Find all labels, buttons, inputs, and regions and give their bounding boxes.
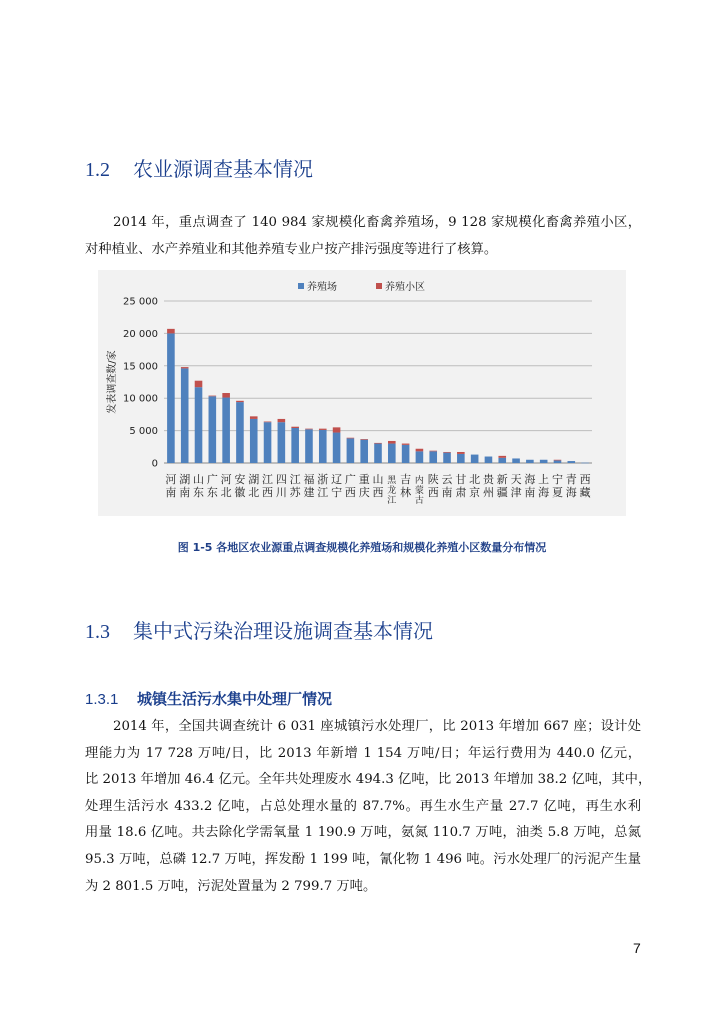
bar-farm	[581, 463, 589, 464]
x-tick-label: 津	[510, 486, 522, 499]
x-tick-label: 南	[179, 486, 191, 499]
x-tick-label: 甘	[455, 473, 467, 486]
bar-zone	[209, 396, 217, 397]
paragraph-line: 用量 18.6 亿吨。共去除化学需氧量 1 190.9 万吨，氨氮 110.7 万吨，油类 5.8 万吨，总氮	[85, 825, 641, 841]
x-tick-label: 宁	[331, 486, 343, 499]
x-tick-label: 龙	[387, 486, 397, 496]
legend-label: 养殖小区	[385, 282, 425, 293]
x-tick-label: 北	[469, 473, 481, 486]
x-tick-label: 藏	[579, 486, 591, 499]
paragraph-line: 理能力为 17 728 万吨/日，比 2013 年新增 1 154 万吨/日；年运行费用为 440.0 亿元，	[85, 745, 641, 761]
x-tick-label: 四	[275, 473, 287, 486]
bar-zone	[416, 449, 424, 452]
bar-zone	[264, 422, 272, 423]
x-tick-label: 江	[317, 486, 329, 499]
bar-zone	[236, 401, 244, 402]
x-tick-label: 内	[414, 476, 424, 486]
bar-zone	[457, 452, 465, 454]
x-tick-label: 西	[344, 486, 356, 499]
x-tick-label: 黑	[387, 476, 397, 486]
x-tick-label: 河	[165, 473, 177, 486]
x-tick-label: 江	[289, 473, 301, 486]
bar-farm	[278, 422, 286, 463]
x-tick-label: 庆	[358, 486, 370, 499]
bar-farm	[167, 333, 175, 463]
section-heading-1-2	[85, 153, 313, 182]
bar-zone	[554, 460, 562, 461]
bar-farm	[236, 402, 244, 463]
x-tick-label: 西	[372, 486, 384, 499]
x-tick-label: 南	[441, 486, 453, 499]
paragraph-agriculture	[85, 210, 641, 263]
y-tick-label: 15 000	[123, 361, 158, 373]
x-tick-label: 广	[344, 473, 356, 486]
legend-swatch	[298, 283, 304, 289]
y-tick-label: 25 000	[123, 296, 158, 308]
x-tick-label: 南	[524, 486, 536, 499]
bar-farm	[250, 419, 258, 463]
x-tick-label: 天	[510, 473, 522, 486]
bar-farm	[209, 396, 217, 463]
bar-farm	[443, 453, 451, 463]
x-tick-label: 北	[248, 486, 260, 499]
bar-farm	[388, 444, 396, 463]
bar-zone	[181, 367, 189, 368]
x-tick-label: 海	[524, 473, 536, 486]
chart-container	[98, 270, 626, 516]
x-tick-label: 川	[275, 486, 287, 499]
x-tick-label: 山	[193, 473, 205, 486]
bar-zone	[374, 443, 382, 444]
x-tick-label: 建	[303, 486, 315, 499]
legend-label: 养殖场	[307, 282, 337, 293]
x-tick-label: 新	[496, 473, 508, 486]
x-tick-label: 夏	[551, 486, 563, 499]
bar-zone	[388, 441, 396, 444]
bar-zone	[222, 393, 230, 398]
bar-zone	[333, 427, 341, 432]
x-tick-label: 北	[220, 486, 232, 499]
x-tick-label: 蒙	[414, 486, 424, 496]
paragraph-line: 对种植业、水产养殖业和其他养殖专业户按产排污强度等进行了核算。	[85, 241, 498, 257]
bar-zone	[195, 381, 203, 387]
bar-farm	[498, 458, 506, 463]
bar-farm	[374, 444, 382, 463]
section-number: 1.2	[85, 159, 110, 181]
x-tick-label: 东	[206, 486, 218, 499]
y-axis-label: 发表调查数/家	[107, 350, 118, 414]
section-heading-1-3	[85, 615, 433, 644]
x-tick-label: 湖	[248, 473, 260, 486]
x-tick-label: 南	[165, 486, 177, 499]
x-tick-label: 云	[441, 473, 453, 486]
bar-farm	[429, 451, 437, 463]
x-tick-label: 江	[387, 496, 397, 506]
x-tick-label: 河	[220, 473, 232, 486]
x-tick-label: 贵	[482, 473, 494, 486]
paragraph-line: 比 2013 年增加 46.4 亿元。全年共处理废水 494.3 亿吨，比 2013 年增加 38.2 亿吨，其中，	[85, 772, 652, 788]
y-tick-label: 0	[151, 458, 158, 470]
bar-zone	[250, 416, 258, 419]
x-tick-label: 西	[262, 486, 274, 499]
legend-swatch	[376, 283, 382, 289]
bar-farm	[567, 461, 575, 463]
y-tick-label: 5 000	[129, 426, 158, 438]
bar-farm	[181, 368, 189, 463]
x-tick-label: 福	[303, 473, 315, 486]
x-tick-label: 徽	[234, 486, 246, 499]
x-tick-label: 海	[565, 486, 577, 499]
x-tick-label: 西	[427, 486, 439, 499]
x-tick-label: 山	[372, 473, 384, 486]
x-tick-label: 苏	[289, 486, 301, 499]
y-tick-label: 20 000	[123, 328, 158, 340]
bar-farm	[554, 460, 562, 463]
x-tick-label: 广	[206, 473, 218, 486]
bar-zone	[429, 451, 437, 452]
x-tick-label: 重	[358, 473, 370, 486]
x-tick-label: 江	[262, 473, 274, 486]
x-tick-label: 青	[565, 473, 577, 486]
bar-farm	[305, 429, 313, 463]
bar-farm	[360, 440, 368, 463]
bar-farm	[416, 451, 424, 463]
subsection-title: 城镇生活污水集中处理厂情况	[137, 690, 333, 708]
bar-zone	[291, 427, 299, 428]
x-tick-label: 东	[193, 486, 205, 499]
bar-farm	[540, 460, 548, 463]
paragraph-line: 2014 年，全国共调查统计 6 031 座城镇污水处理厂，比 2013 年增加 667 座；设计处	[113, 719, 641, 734]
bar-farm	[319, 430, 327, 463]
x-tick-label: 上	[538, 473, 550, 486]
x-tick-label: 湖	[179, 473, 191, 486]
x-tick-label: 陕	[427, 473, 439, 486]
bar-farm	[195, 387, 203, 463]
section-number: 1.3	[85, 621, 110, 643]
bar-farm	[291, 428, 299, 463]
figure-caption: 图 1-5 各地区农业源重点调查规模化养殖场和规模化养殖小区数量分布情况	[177, 541, 547, 554]
bar-farm	[512, 458, 520, 463]
bar-zone	[305, 429, 313, 430]
bar-zone	[278, 419, 286, 422]
x-tick-label: 林	[400, 486, 412, 499]
x-tick-label: 安	[234, 473, 246, 486]
bar-farm	[222, 398, 230, 463]
bar-farm	[457, 454, 465, 463]
x-tick-label: 西	[579, 473, 591, 486]
bar-zone	[167, 329, 175, 334]
x-tick-label: 宁	[551, 473, 563, 486]
x-tick-label: 州	[482, 486, 494, 499]
bar-zone	[347, 438, 355, 439]
y-tick-label: 10 000	[123, 393, 158, 405]
section-title: 集中式污染治理设施调查基本情况	[133, 619, 433, 643]
bar-zone	[319, 429, 327, 430]
bar-farm	[526, 460, 534, 463]
bar-farm	[485, 457, 493, 463]
stacked-bar-chart	[98, 270, 626, 516]
paragraph-wastewater	[85, 714, 652, 900]
bar-farm	[347, 438, 355, 463]
x-tick-label: 肃	[455, 486, 467, 499]
x-tick-label: 疆	[496, 486, 508, 499]
bar-zone	[402, 444, 410, 445]
section-title: 农业源调查基本情况	[133, 157, 313, 181]
x-tick-label: 古	[414, 496, 424, 506]
bar-zone	[443, 452, 451, 453]
x-tick-label: 浙	[317, 473, 329, 486]
bar-farm	[471, 455, 479, 463]
paragraph-line: 处理生活污水 433.2 亿吨，占总处理水量的 87.7%。再生水生产量 27.7 亿吨，再生水利	[85, 798, 641, 814]
bar-farm	[402, 445, 410, 463]
paragraph-line: 95.3 万吨，总磷 12.7 万吨，挥发酚 1 199 吨，氰化物 1 496 吨。污水处理厂的污泥产生量	[85, 851, 641, 867]
x-tick-label: 海	[538, 486, 550, 499]
x-tick-label: 京	[469, 486, 481, 499]
subsection-number: 1.3.1	[85, 691, 119, 708]
bar-zone	[498, 456, 506, 458]
paragraph-line: 为 2 801.5 万吨，污泥处置量为 2 799.7 万吨。	[85, 878, 377, 894]
x-tick-label: 吉	[400, 473, 412, 486]
bar-zone	[360, 439, 368, 440]
page-number: 7	[633, 940, 641, 956]
bar-farm	[333, 433, 341, 463]
bar-farm	[264, 422, 272, 463]
subsection-heading-1-3-1	[85, 688, 332, 709]
x-tick-label: 辽	[331, 473, 343, 486]
paragraph-line: 2014 年，重点调查了 140 984 家规模化畜禽养殖场，9 128 家规模化畜禽养殖小区，	[113, 215, 641, 230]
